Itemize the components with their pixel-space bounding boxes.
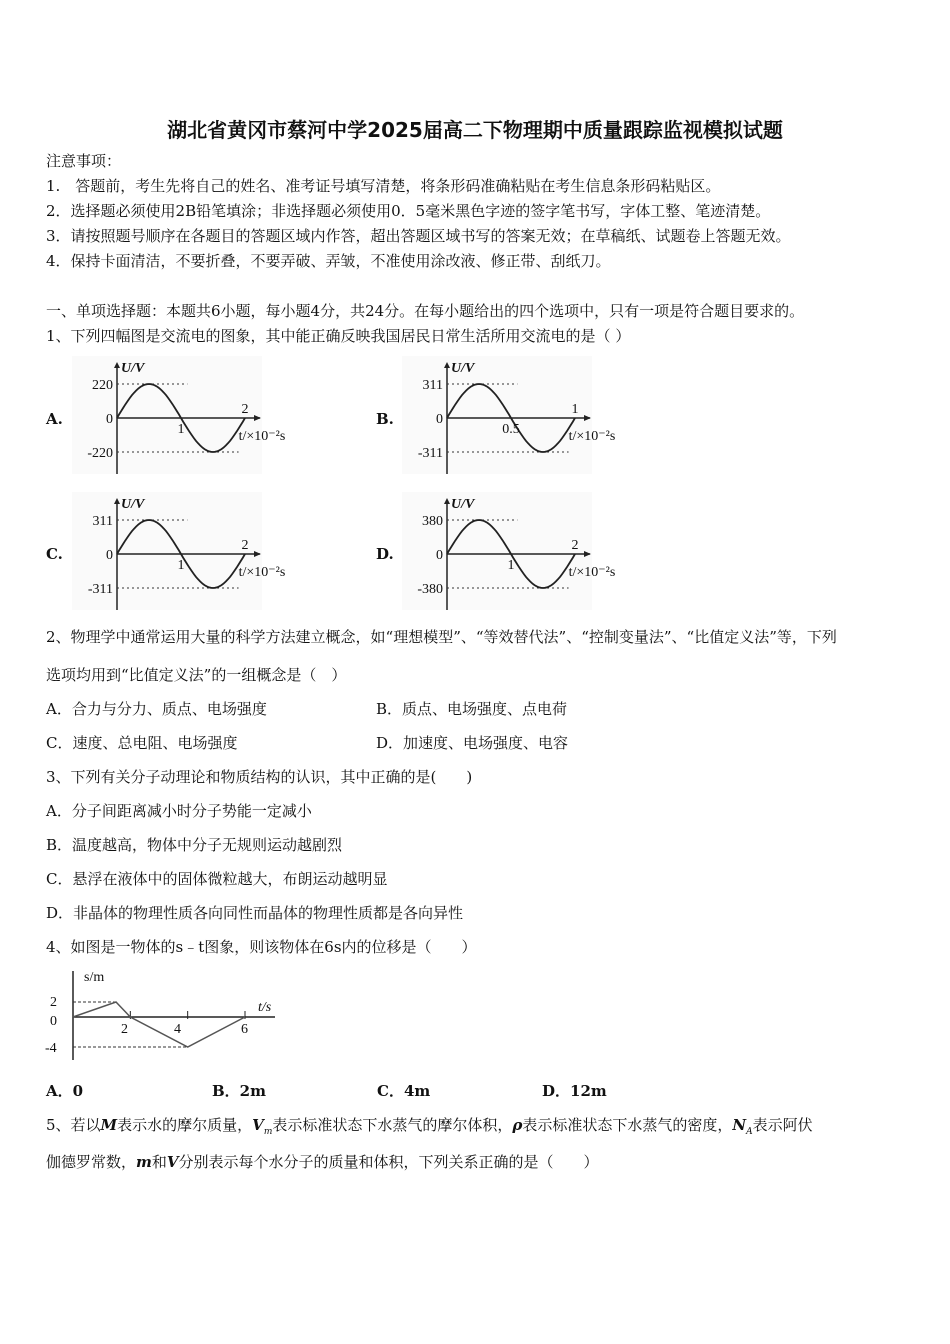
x-axis-label: t/×10⁻²s	[568, 565, 616, 580]
period-label: 2	[241, 538, 249, 553]
origin-label: 0	[436, 412, 443, 427]
q2-option-b: B．质点、电场强度、点电荷	[376, 700, 568, 718]
peak-label: 311	[92, 514, 113, 529]
period-label: 2	[571, 538, 579, 553]
q4-option-a: A．0	[46, 1082, 84, 1100]
text: 表示水的摩尔质量，	[117, 1116, 253, 1134]
trough-label: -311	[417, 446, 443, 461]
question-5-stem-cont	[46, 1152, 599, 1172]
note-item: 2．选择题必须使用2B铅笔填涂；非选择题必须使用0．5毫米黑色字迹的签字笔书写，字体工整、笔迹清楚。	[46, 202, 771, 220]
question-2-stem-cont: 选项均用到“比值定义法”的一组概念是（ ）	[46, 666, 347, 684]
notes-heading: 注意事项：	[46, 152, 122, 170]
text: 表示标准状态下水蒸气的摩尔体积，	[272, 1116, 513, 1134]
y-tick-label: 0	[50, 1014, 57, 1029]
graph-d	[402, 492, 616, 612]
peak-label: 220	[92, 378, 113, 393]
text: 5、若以	[46, 1116, 101, 1134]
subscript: A	[746, 1127, 753, 1137]
origin-label: 0	[436, 548, 443, 563]
note-item: 4．保持卡面清洁，不要折叠，不要弄破、弄皱，不准使用涂改液、修正带、刮纸刀。	[46, 252, 611, 270]
section-heading: 一、单项选择题：本题共6小题，每小题4分，共24分。在每小题给出的四个选项中，只有一项是符合题目要求的。	[46, 302, 805, 320]
x-axis-label: t/×10⁻²s	[238, 429, 286, 444]
x-tick-label: 6	[241, 1022, 248, 1037]
y-axis-label: U/V	[121, 361, 145, 376]
q4-option-d: D．12m	[542, 1082, 607, 1100]
graph-c	[72, 492, 286, 612]
option-c-label: C.	[46, 545, 63, 563]
half-period-label: 0.5	[502, 422, 520, 437]
y-tick-label: 2	[50, 995, 57, 1010]
s-t-graph	[40, 965, 300, 1065]
text: 和	[151, 1153, 167, 1171]
question-2-stem: 2、物理学中通常运用大量的科学方法建立概念，如“理想模型”、“等效替代法”、“控制变量法”、“比值定义法”等，下列	[46, 628, 837, 646]
question-1-stem: 1、下列四幅图是交流电的图象，其中能正确反映我国居民日常生活所用交流电的是（ ）	[46, 327, 631, 345]
symbol-m: m	[136, 1153, 152, 1171]
question-4-stem: 4、如图是一物体的s﹣t图象，则该物体在6s内的位移是（ ）	[46, 938, 477, 956]
text: 分别表示每个水分子的质量和体积，下列关系正确的是（ ）	[178, 1153, 599, 1171]
text: 表示标准状态下水蒸气的密度，	[522, 1116, 733, 1134]
y-tick-label: -4	[45, 1041, 57, 1056]
y-axis-label: U/V	[121, 497, 145, 512]
graph-b	[402, 356, 616, 476]
s-t-line	[73, 1002, 245, 1047]
y-axis-label: U/V	[451, 361, 475, 376]
symbol-Vm: V	[252, 1116, 264, 1134]
option-b-label: B.	[376, 410, 394, 428]
symbol-NA: N	[732, 1116, 747, 1134]
text: 表示阿伏	[752, 1116, 813, 1134]
subscript: m	[263, 1127, 273, 1137]
x-axis-label: t/s	[258, 1000, 272, 1015]
half-period-label: 1	[177, 422, 185, 437]
q2-option-d: D．加速度、电场强度、电容	[376, 734, 569, 752]
half-period-label: 1	[507, 558, 515, 573]
x-axis-label: t/×10⁻²s	[568, 429, 616, 444]
trough-label: -380	[417, 582, 443, 597]
y-axis-label: U/V	[451, 497, 475, 512]
peak-label: 311	[422, 378, 443, 393]
q4-option-b: B．2m	[212, 1082, 266, 1100]
q3-option-c: C．悬浮在液体中的固体微粒越大，布朗运动越明显	[46, 870, 388, 888]
question-5-stem	[46, 1115, 813, 1142]
q3-option-a: A．分子间距离减小时分子势能一定减小	[46, 802, 312, 820]
option-d-label: D.	[376, 545, 394, 563]
origin-label: 0	[106, 412, 113, 427]
half-period-label: 1	[177, 558, 185, 573]
x-axis-label: t/×10⁻²s	[238, 565, 286, 580]
note-item: 3．请按照题号顺序在各题目的答题区域内作答，超出答题区域书写的答案无效；在草稿纸、试题卷上答题无效。	[46, 227, 791, 245]
question-3-stem: 3、下列有关分子动理论和物质结构的认识，其中正确的是( )	[46, 768, 473, 786]
symbol-V: V	[166, 1153, 179, 1171]
x-tick-label: 2	[121, 1022, 128, 1037]
x-tick-label: 4	[174, 1022, 181, 1037]
trough-label: -220	[87, 446, 113, 461]
symbol-M: M	[100, 1116, 118, 1134]
period-label: 2	[241, 402, 249, 417]
note-item: 1. 答题前，考生先将自己的姓名、准考证号填写清楚，将条形码准确粘贴在考生信息条形码粘贴区。	[46, 177, 721, 195]
graph-a	[72, 356, 286, 476]
option-a-label: A.	[46, 410, 63, 428]
page-title: 湖北省黄冈市蔡河中学2025届高二下物理期中质量跟踪监视模拟试题	[167, 118, 783, 142]
trough-label: -311	[87, 582, 113, 597]
q2-option-a: A．合力与分力、质点、电场强度	[46, 700, 267, 718]
q2-option-c: C．速度、总电阻、电场强度	[46, 734, 238, 752]
period-label: 1	[571, 402, 579, 417]
q3-option-d: D．非晶体的物理性质各向同性而晶体的物理性质都是各向异性	[46, 904, 464, 922]
origin-label: 0	[106, 548, 113, 563]
text: 伽德罗常数，	[46, 1153, 137, 1171]
y-axis-label: s/m	[84, 970, 105, 985]
symbol-rho: ρ	[512, 1116, 523, 1134]
peak-label: 380	[422, 514, 443, 529]
q3-option-b: B．温度越高，物体中分子无规则运动越剧烈	[46, 836, 343, 854]
q4-option-c: C．4m	[377, 1082, 431, 1100]
